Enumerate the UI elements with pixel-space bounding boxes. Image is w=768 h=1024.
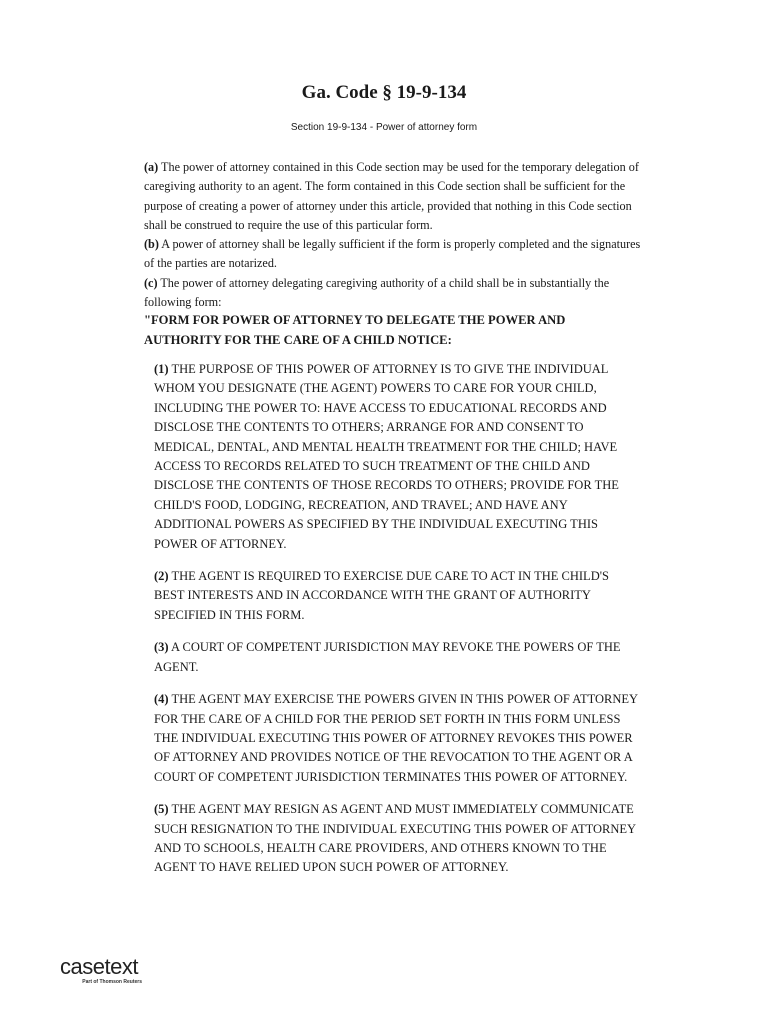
subsection-c — [144, 274, 644, 313]
notice-list — [154, 360, 639, 891]
subsection-text: A power of attorney shall be legally sufficient if the form is properly completed and the signatures of the parties are notarized. — [144, 237, 641, 271]
page-title: Ga. Code § 19-9-134 — [301, 82, 467, 103]
section-subtitle: Section 19-9-134 - Power of attorney form — [290, 122, 478, 133]
notice-label: (2) — [154, 569, 169, 584]
notice-item-5 — [154, 800, 639, 878]
notice-label: (1) — [154, 362, 169, 376]
notice-text: THE AGENT MAY EXERCISE THE POWERS GIVEN IN THIS POWER OF ATTORNEY FOR THE CARE OF A CHILD FOR THE PERIOD SET FORTH IN THIS FORM UNLESS THE INDIVIDUAL EXECUTING THIS POWER OF ATTORNEY REVOKES THIS POWER OF ATTORNEY AND PROVIDES NOTICE OF THE REVOCATION TO THE AGENT OR A COURT OF COMPETENT JURISDICTION TERMINATES THIS POWER OF ATTORNEY. — [154, 692, 638, 784]
subsection-label: (c) — [144, 275, 158, 290]
notice-text: A COURT OF COMPETENT JURISDICTION MAY REVOKE THE POWERS OF THE AGENT. — [154, 640, 621, 674]
subsection-a — [144, 158, 644, 235]
notice-text: THE AGENT IS REQUIRED TO EXERCISE DUE CARE TO ACT IN THE CHILD'S BEST INTERESTS AND IN ACCORDANCE WITH THE GRANT OF AUTHORITY SPECIFIED IN THIS FORM. — [154, 569, 609, 622]
notice-item-1 — [154, 360, 639, 554]
notice-label: (4) — [154, 692, 169, 707]
notice-text: THE PURPOSE OF THIS POWER OF ATTORNEY IS TO GIVE THE INDIVIDUAL WHOM YOU DESIGNATE (THE AGENT) POWERS TO CARE FOR YOUR CHILD, INCLUDING THE POWER TO: HAVE ACCESS TO EDUCATIONAL RECORDS AND DISCLOSE THE CONTENTS TO OTHERS; ARRANGE FOR AND CONSENT TO MEDICAL, DENTAL, AND MENTAL HEALTH TREATMENT FOR THE CHILD; HAVE ACCESS TO RECORDS RELATED TO SUCH TREATMENT OF THE CHILD AND DISCLOSE THE CONTENTS OF THOSE RECORDS TO OTHERS; PROVIDE FOR THE CHILD'S FOOD, LODGING, RECREATION, AND TRAVEL; AND HAVE ANY ADDITIONAL POWERS AS SPECIFIED BY THE INDIVIDUAL EXECUTING THIS POWER OF ATTORNEY. — [154, 362, 619, 551]
subsection-label: (a) — [144, 160, 159, 174]
casetext-logo — [60, 955, 150, 991]
subsection-text: The power of attorney contained in this Code section may be used for the temporary delegation of caregiving authority to an agent. The form contained in this Code section shall be sufficient for the purpose of creating a power of attorney under this article, provided that nothing in this Code section shall be construed to require the use of this particular form. — [144, 160, 639, 232]
notice-label: (3) — [154, 640, 169, 655]
notice-label: (5) — [154, 802, 169, 817]
notice-item-3 — [154, 638, 639, 677]
subsections-block — [144, 158, 644, 312]
notice-item-2 — [154, 567, 639, 625]
subsection-b — [144, 235, 644, 274]
logo-wordmark: casetext — [60, 954, 138, 979]
logo-tagline: Part of Thomson Reuters — [82, 979, 142, 985]
subsection-text: The power of attorney delegating caregiving authority of a child shall be in substantially the following form: — [144, 275, 610, 310]
notice-text: THE AGENT MAY RESIGN AS AGENT AND MUST IMMEDIATELY COMMUNICATE SUCH RESIGNATION TO THE INDIVIDUAL EXECUTING THIS POWER OF ATTORNEY AND TO SCHOOLS, HEALTH CARE PROVIDERS, AND OTHERS KNOWN TO THE AGENT TO HAVE RELIED UPON SUCH POWER OF ATTORNEY. — [154, 802, 636, 875]
form-heading: "FORM FOR POWER OF ATTORNEY TO DELEGATE THE POWER AND AUTHORITY FOR THE CARE OF A CHILD NOTICE: — [144, 313, 566, 347]
notice-item-4 — [154, 690, 639, 787]
subsection-label: (b) — [144, 237, 159, 252]
